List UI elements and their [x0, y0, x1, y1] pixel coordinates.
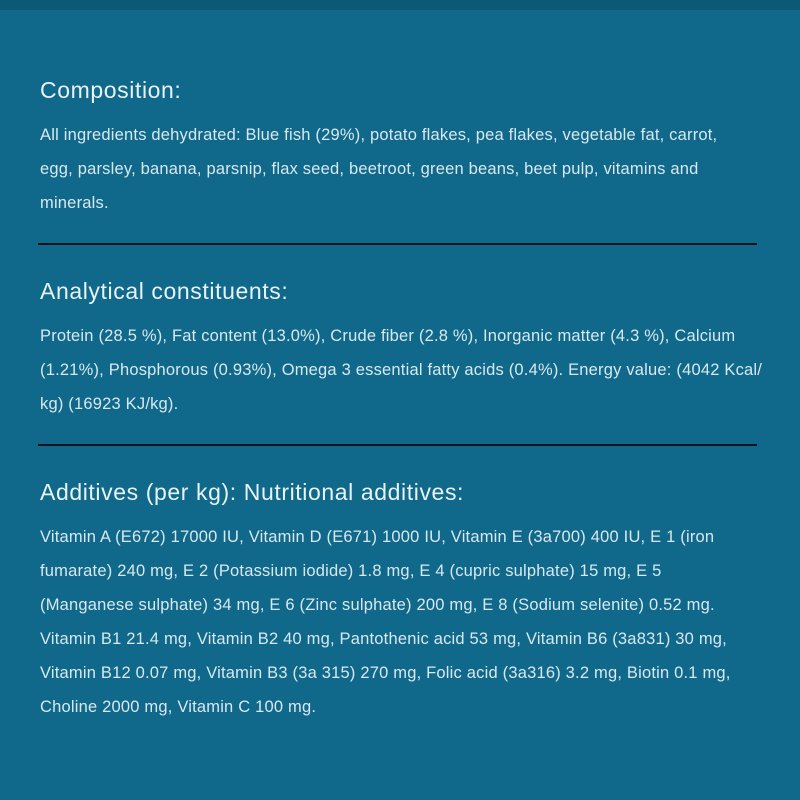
composition-body [40, 118, 758, 220]
body-line: fumarate) 240 mg, E 2 (Potassium iodide) 1.8 mg, E 4 (cupric sulphate) 15 mg, E 5 [40, 562, 662, 580]
analytical-constituents-body [40, 319, 763, 421]
body-line: Protein (28.5 %), Fat content (13.0%), Crude fiber (2.8 %), Inorganic matter (4.3 %), Calcium [40, 327, 736, 345]
top-accent-bar [0, 0, 800, 10]
body-line: egg, parsley, banana, parsnip, flax seed, beetroot, green beans, beet pulp, vitamins and [40, 160, 699, 178]
additives-body [40, 520, 758, 724]
body-line: Vitamin A (E672) 17000 IU, Vitamin D (E671) 1000 IU, Vitamin E (3a700) 400 IU, E 1 (iron [40, 528, 715, 546]
body-line: minerals. [40, 194, 109, 212]
body-line: All ingredients dehydrated: Blue fish (29%), potato flakes, pea flakes, vegetable fat, carrot, [40, 126, 718, 144]
body-line: (1.21%), Phosphorous (0.93%), Omega 3 essential fatty acids (0.4%). Energy value: (4042 Kcal/ [40, 361, 763, 379]
body-line: Vitamin B12 0.07 mg, Vitamin B3 (3a 315) 270 mg, Folic acid (3a316) 3.2 mg, Biotin 0.1 mg, [40, 664, 731, 682]
section-analytical-constituents [40, 277, 763, 421]
body-line: Choline 2000 mg, Vitamin C 100 mg. [40, 698, 317, 716]
section-divider [38, 444, 757, 446]
section-additives [40, 478, 758, 724]
section-composition [40, 76, 758, 220]
section-divider [38, 243, 757, 245]
composition-heading: Composition: [40, 77, 182, 103]
analytical-constituents-heading: Analytical constituents: [40, 278, 289, 304]
body-line: (Manganese sulphate) 34 mg, E 6 (Zinc sulphate) 200 mg, E 8 (Sodium selenite) 0.52 mg. [40, 596, 715, 614]
additives-heading: Additives (per kg): Nutritional additives: [40, 479, 465, 505]
product-info-panel [0, 76, 800, 724]
body-line: Vitamin B1 21.4 mg, Vitamin B2 40 mg, Pantothenic acid 53 mg, Vitamin B6 (3a831) 30 mg, [40, 630, 727, 648]
body-line: kg) (16923 KJ/kg). [40, 395, 179, 413]
